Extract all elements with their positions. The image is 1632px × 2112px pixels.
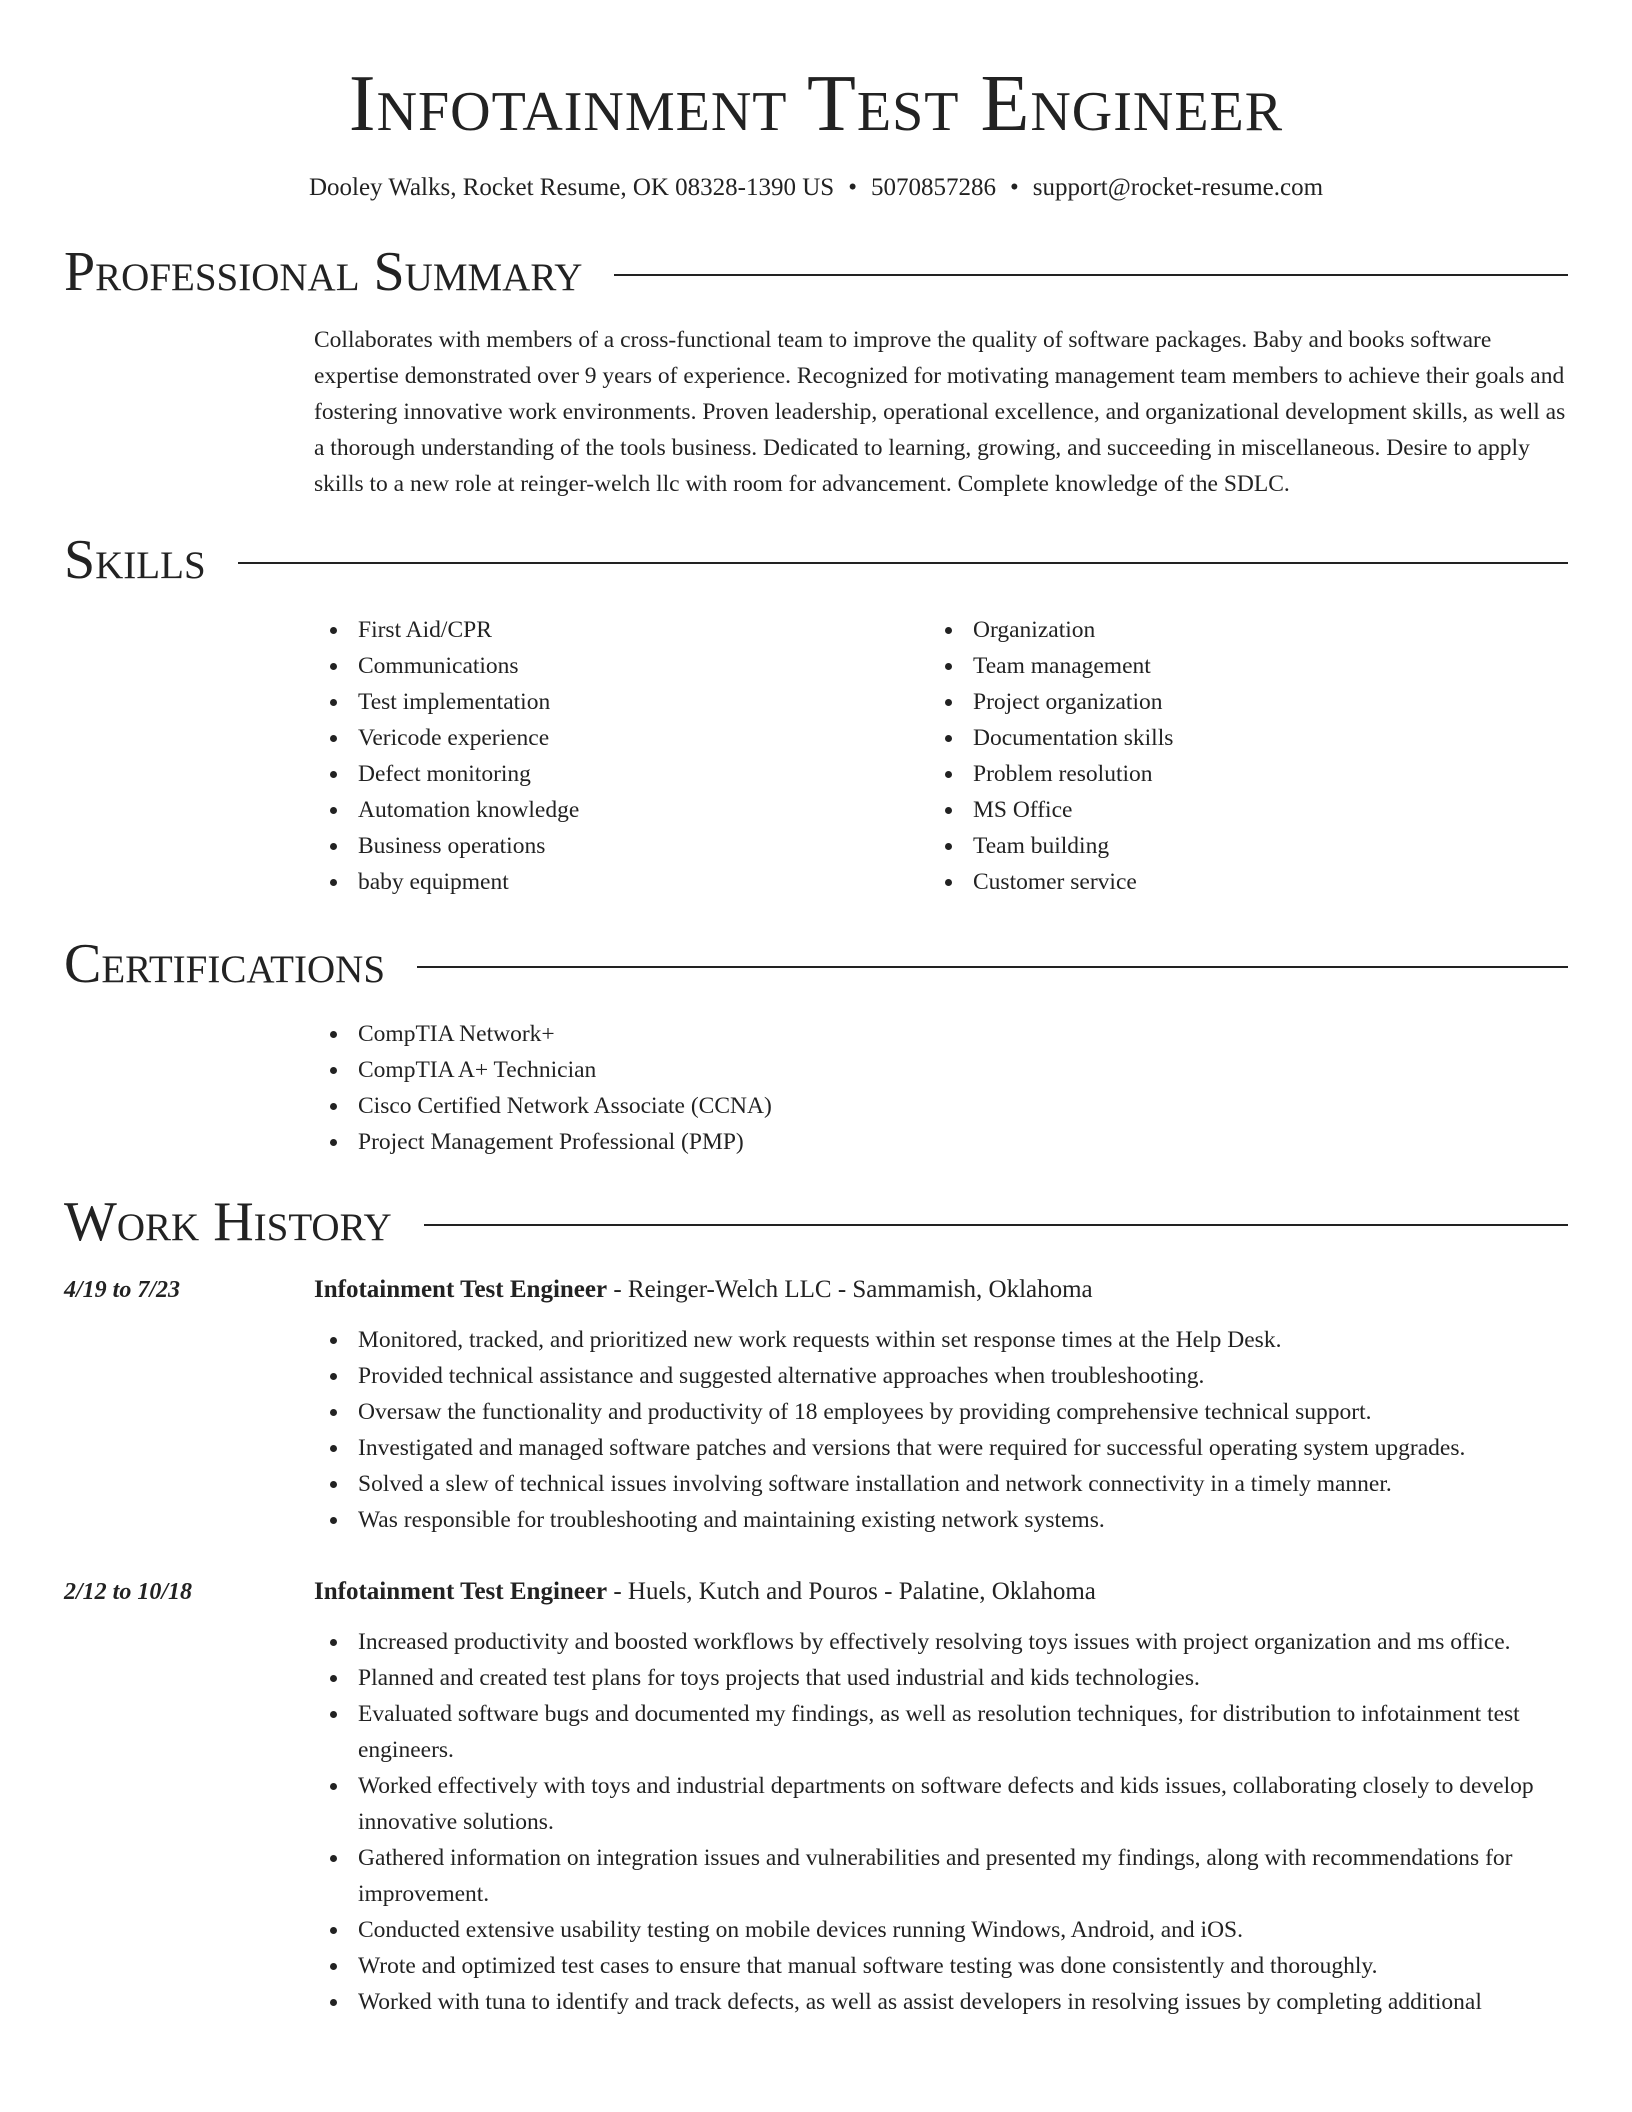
job-bullet: Worked with tuna to identify and track defects, as well as assist developers in resolving issues by completing additional [314, 1984, 1568, 2020]
job-bullet: Monitored, tracked, and prioritized new work requests within set response times at the Help Desk. [314, 1322, 1568, 1358]
skill-item: Customer service [929, 864, 1544, 900]
resume-name: Infotainment Test Engineer [348, 60, 1284, 148]
job-bullet: Conducted extensive usability testing on mobile devices running Windows, Android, and iOS. [314, 1912, 1568, 1948]
job-bullet: Was responsible for troubleshooting and maintaining existing network systems. [314, 1502, 1568, 1538]
job-detail [314, 1574, 1568, 2020]
certifications-section [64, 1016, 1568, 1160]
certifications-heading: Certifications [64, 933, 386, 995]
certification-item: Cisco Certified Network Associate (CCNA) [314, 1088, 1568, 1124]
skill-item: Organization [929, 612, 1544, 648]
section-divider [238, 562, 1568, 564]
job-bullet: Solved a slew of technical issues involving software installation and network connectivity in a timely manner. [314, 1466, 1568, 1502]
skill-item: Communications [314, 648, 929, 684]
job-bullet: Wrote and optimized test cases to ensure that manual software testing was done consistently and thoroughly. [314, 1948, 1568, 1984]
certification-item: Project Management Professional (PMP) [314, 1124, 1568, 1160]
section-divider [614, 274, 1568, 276]
job-title-line [314, 1272, 1568, 1308]
skills-list-right [929, 612, 1544, 900]
job-dates: 4/19 to 7/23 [64, 1277, 181, 1303]
summary-text: Collaborates with members of a cross-functional team to improve the quality of software packages. Baby and books software expertise demonstrated over 9 years of experience. Recognized for motivating management team members to achieve their goals and fostering innovative work environments. Proven leadership, operational excellence, and organizational development skills, as well as a thorough understanding of the tools business. Dedicated to learning, growing, and succeeding in miscellaneous. Desire to apply skills to a new role at reinger-welch llc with room for advancement. Complete knowledge of the SDLC. [314, 327, 1566, 497]
skill-item: baby equipment [314, 864, 929, 900]
skill-item: Team management [929, 648, 1544, 684]
contact-line [64, 174, 1568, 202]
skills-header [64, 529, 1568, 591]
certifications-header [64, 933, 1568, 995]
job-entry [64, 1272, 1568, 1538]
job-employer: - Huels, Kutch and Pouros - Palatine, Oklahoma [607, 1578, 1096, 1605]
skill-item: Project organization [929, 684, 1544, 720]
job-title: Infotainment Test Engineer [314, 1276, 608, 1303]
skill-item: Defect monitoring [314, 756, 929, 792]
job-title: Infotainment Test Engineer [314, 1578, 608, 1605]
job-bullet: Gathered information on integration issues and vulnerabilities and presented my findings, along with recommendations for improvement. [314, 1840, 1568, 1912]
section-divider [424, 1224, 1568, 1226]
job-bullet: Planned and created test plans for toys projects that used industrial and kids technologies. [314, 1660, 1568, 1696]
skills-list-left [314, 612, 929, 900]
contact-separator: • [1009, 174, 1019, 201]
work-history-heading: Work History [64, 1191, 392, 1253]
certifications-list [314, 1016, 1568, 1160]
skill-item: Team building [929, 828, 1544, 864]
skill-item: Problem resolution [929, 756, 1544, 792]
summary-heading: Professional Summary [64, 241, 583, 303]
skill-item: MS Office [929, 792, 1544, 828]
job-bullets [314, 1624, 1568, 2020]
section-divider [417, 966, 1568, 968]
skill-item: Automation knowledge [314, 792, 929, 828]
job-employer: - Reinger-Welch LLC - Sammamish, Oklahoma [607, 1276, 1093, 1303]
job-dates: 2/12 to 10/18 [64, 1579, 193, 1605]
work-history-header [64, 1191, 1568, 1253]
contact-address: Dooley Walks, Rocket Resume, OK 08328-1390 US [308, 174, 835, 201]
skill-item: Test implementation [314, 684, 929, 720]
contact-separator: • [848, 174, 857, 201]
contact-phone: 5070857286 [870, 174, 996, 201]
skill-item: Documentation skills [929, 720, 1544, 756]
skill-item: First Aid/CPR [314, 612, 929, 648]
summary-header [64, 241, 1568, 303]
certification-item: CompTIA A+ Technician [314, 1052, 1568, 1088]
skills-section [64, 612, 1568, 900]
job-bullet: Evaluated software bugs and documented my findings, as well as resolution techniques, for distribution to infotainment test engineers. [314, 1696, 1568, 1768]
job-bullet: Worked effectively with toys and industrial departments on software defects and kids issues, collaborating closely to develop innovative solutions. [314, 1768, 1568, 1840]
job-bullet: Increased productivity and boosted workflows by effectively resolving toys issues with project organization and ms office. [314, 1624, 1568, 1660]
job-entry [64, 1574, 1568, 2020]
contact-email: support@rocket-resume.com [1032, 174, 1324, 201]
job-title-line [314, 1574, 1568, 1610]
summary-section [64, 322, 1568, 502]
skill-item: Vericode experience [314, 720, 929, 756]
skills-heading: Skills [64, 529, 206, 591]
skill-item: Business operations [314, 828, 929, 864]
job-bullet: Investigated and managed software patches and versions that were required for successful operating system upgrades. [314, 1430, 1568, 1466]
certification-item: CompTIA Network+ [314, 1016, 1568, 1052]
job-bullet: Provided technical assistance and suggested alternative approaches when troubleshooting. [314, 1358, 1568, 1394]
job-bullets [314, 1322, 1568, 1538]
job-detail [314, 1272, 1568, 1538]
job-bullet: Oversaw the functionality and productivity of 18 employees by providing comprehensive technical support. [314, 1394, 1568, 1430]
